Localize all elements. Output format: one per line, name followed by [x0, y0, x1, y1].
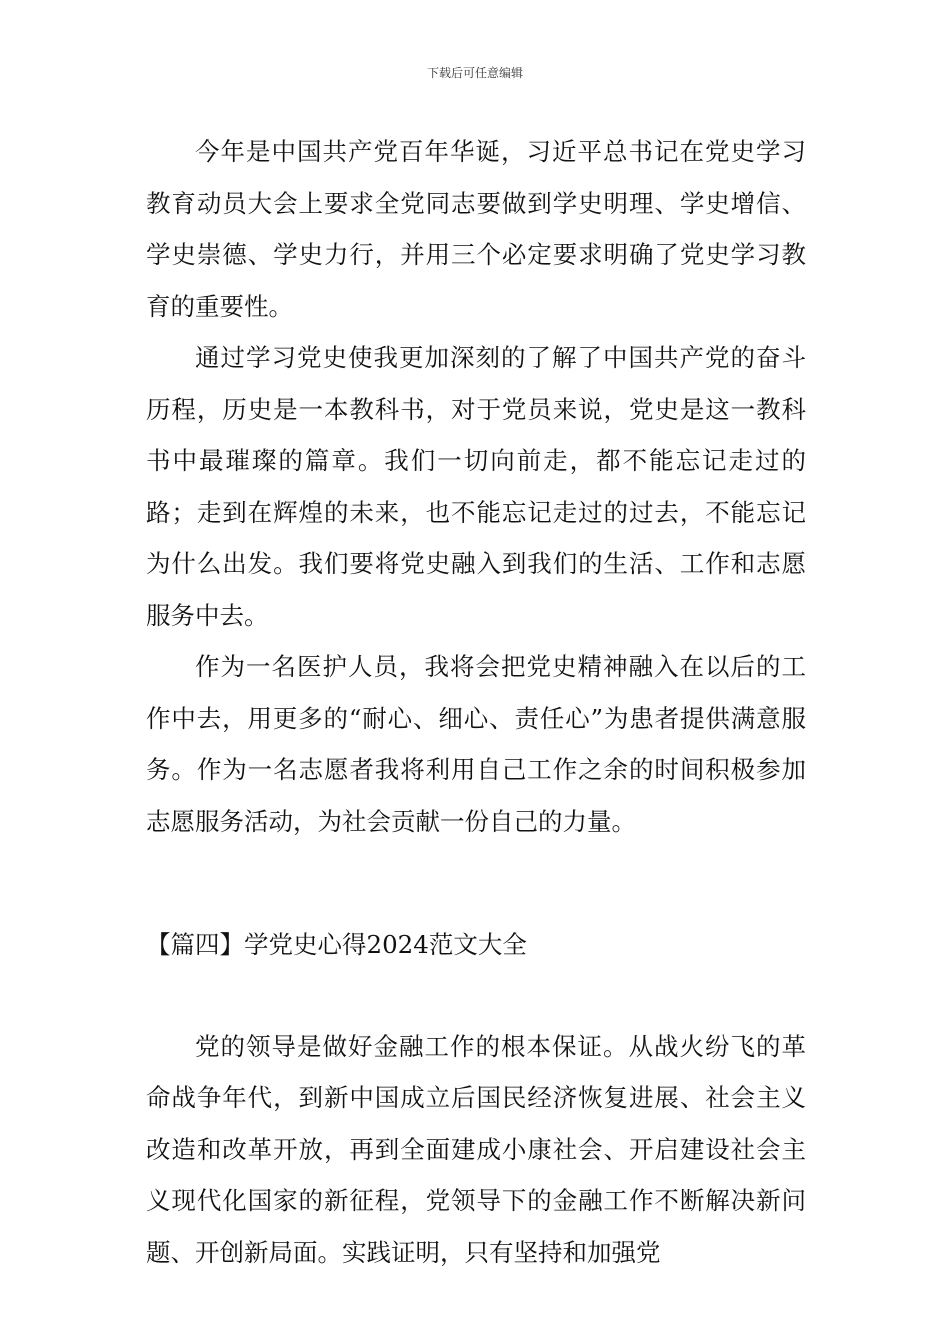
- paragraph-2: 通过学习党史使我更加深刻的了解了中国共产党的奋斗历程，历史是一本教科书，对于党员来说，党史是这一教科书中最璀璨的篇章。我们一切向前走，都不能忘记走过的路；走到在辉煌的未来，也不能忘记走过的过去，不能忘记为什么出发。我们要将党史融入到我们的生活、工作和志愿服务中去。: [146, 343, 806, 630]
- section-paragraph: 党的领导是做好金融工作的根本保证。从战火纷飞的革命战争年代，到新中国成立后国民经济恢复进展、社会主义改造和改革开放，再到全面建成小康社会、开启建设社会主义现代化国家的新征程，党领导下的金融工作不断解决新问题、开创新局面。实践证明，只有坚持和加强党: [146, 1031, 806, 1267]
- paragraph-1: 今年是中国共产党百年华诞，习近平总书记在党史学习教育动员大会上要求全党同志要做到学史明理、学史增信、学史崇德、学史力行，并用三个必定要求明确了党史学习教育的重要性。: [146, 137, 806, 321]
- document-body: [146, 126, 806, 1278]
- paragraph-3: 作为一名医护人员，我将会把党史精神融入在以后的工作中去，用更多的“耐心、细心、责任心”为患者提供满意服务。作为一名志愿者我将利用自己工作之余的时间积极参加志愿服务活动，为社会贡献一份自己的力量。: [146, 652, 806, 836]
- section-heading: 【篇四】学党史心得2024范文大全: [146, 930, 527, 959]
- page-header: 下载后可任意编辑: [426, 66, 523, 80]
